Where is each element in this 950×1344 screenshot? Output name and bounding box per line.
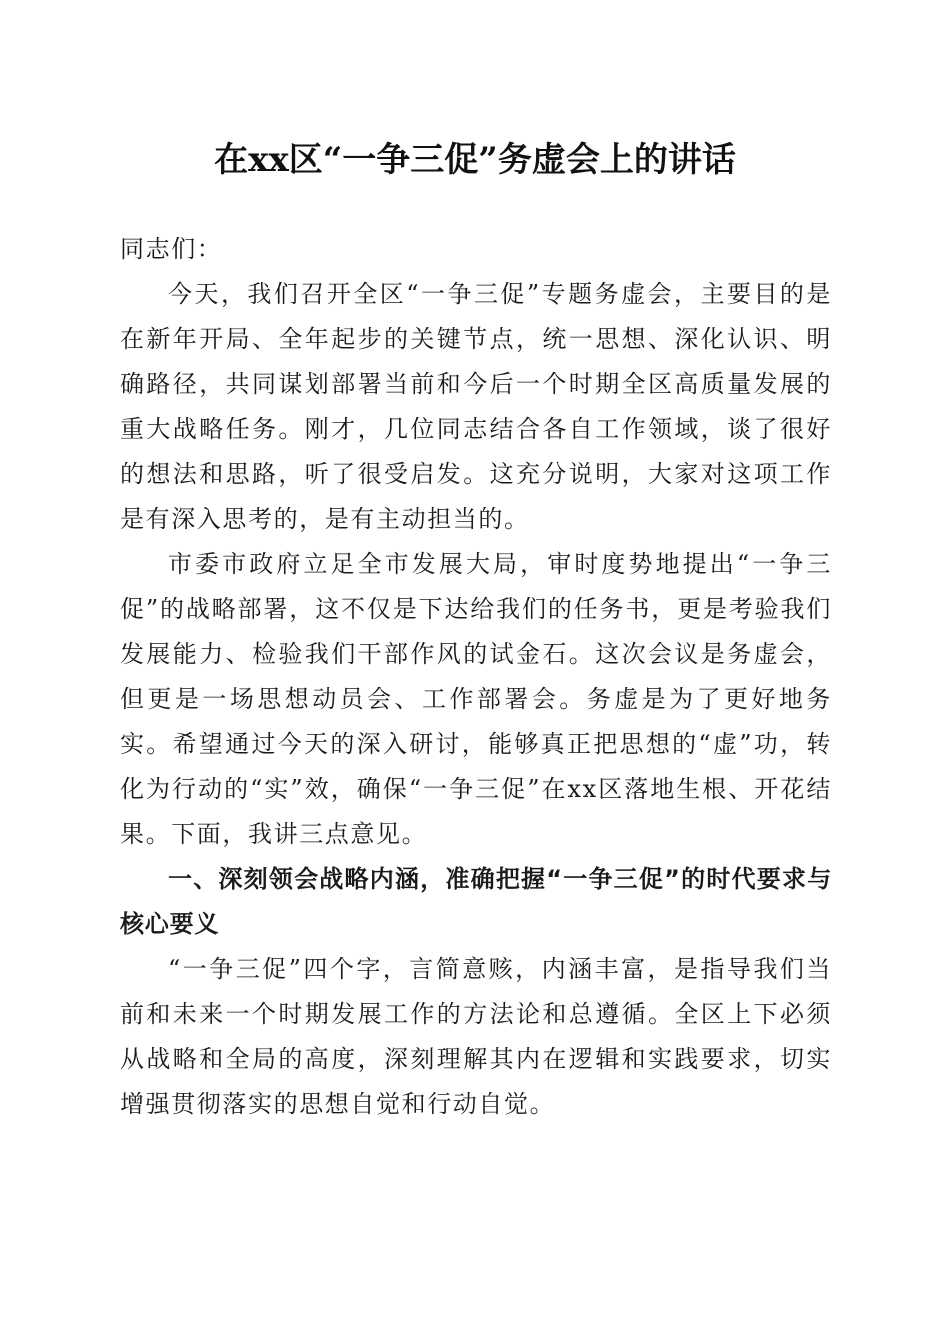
paragraph-background: 市委市政府立足全市发展大局，审时度势地提出“一争三促”的战略部署，这不仅是下达给我们的任务书，更是考验我们发展能力、检验我们干部作风的试金石。这次会议是务虚会，但更是一场思想动员会、工作部署会。务虚是为了更好地务实。希望通过今天的深入研讨，能够真正把思想的“虚”功，转化为行动的“实”效，确保“一争三促”在xx区落地生根、开花结果。下面，我讲三点意见。 (120, 550, 832, 848)
salutation: 同志们： (120, 235, 223, 263)
section-paragraph-1: “一争三促”四个字，言简意赅，内涵丰富，是指导我们当前和未来一个时期发展工作的方法论和总遵循。全区上下必须从战略和全局的高度，深刻理解其内在逻辑和实践要求，切实增强贯彻落实的思想自觉和行动自觉。 (120, 955, 832, 1118)
paragraph-opening: 今天，我们召开全区“一争三促”专题务虚会，主要目的是在新年开局、全年起步的关键节点，统一思想、深化认识、明确路径，共同谋划部署当前和今后一个时期全区高质量发展的重大战略任务。刚才，几位同志结合各自工作领域，谈了很好的想法和思路，听了很受启发。这充分说明，大家对这项工作是有深入思考的，是有主动担当的。 (120, 280, 832, 533)
document-body (120, 227, 832, 1127)
document-title: 在xx区“一争三促”务虚会上的讲话 (214, 140, 736, 180)
section-heading-1: 一、深刻领会战略内涵，准确把握“一争三促”的时代要求与核心要义 (120, 865, 832, 938)
